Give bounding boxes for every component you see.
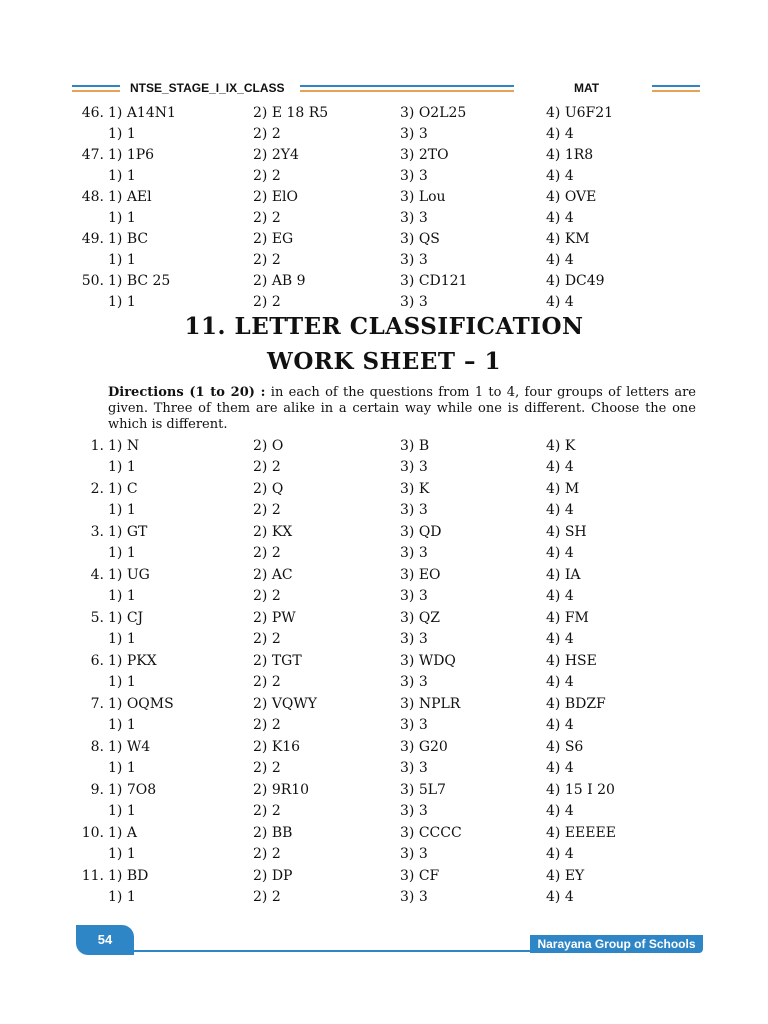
- answer-choice-4: 4) 4: [546, 889, 574, 905]
- answer-choice-3: 3) 3: [400, 588, 428, 604]
- answer-row: [70, 166, 710, 187]
- option-2: 2) E 18 R5: [253, 105, 329, 121]
- question-row: [70, 271, 710, 292]
- answer-choice-3: 3) 3: [400, 459, 428, 475]
- option-2: 2) KX: [253, 524, 293, 540]
- option-2: 2) Q: [253, 481, 284, 497]
- question-number: 4.: [90, 567, 104, 583]
- option-1: 1) BC 25: [108, 273, 171, 289]
- answer-choice-3: 3) 3: [400, 126, 428, 142]
- option-1: 1) W4: [108, 739, 151, 755]
- option-3: 3) QZ: [400, 610, 441, 626]
- answer-choice-3: 3) 3: [400, 168, 428, 184]
- question-number: 46.: [81, 105, 104, 121]
- question-row: [70, 823, 710, 844]
- option-2: 2) TGT: [253, 653, 302, 669]
- answer-row: [70, 292, 710, 313]
- option-3: 3) CF: [400, 868, 440, 884]
- answer-choice-3: 3) 3: [400, 803, 428, 819]
- question-number: 5.: [90, 610, 104, 626]
- option-2: 2) DP: [253, 868, 293, 884]
- answer-row: [70, 543, 710, 564]
- question-row: [70, 145, 710, 166]
- option-3: 3) CD121: [400, 273, 468, 289]
- option-2: 2) K16: [253, 739, 301, 755]
- answer-choice-4: 4) 4: [546, 760, 574, 776]
- option-4: 4) HSE: [546, 653, 597, 669]
- answer-choice-1: 1) 1: [108, 168, 136, 184]
- answer-choice-2: 2) 2: [253, 674, 281, 690]
- question-number: 9.: [90, 782, 104, 798]
- answer-choice-2: 2) 2: [253, 717, 281, 733]
- answer-choice-2: 2) 2: [253, 846, 281, 862]
- option-1: 1) A: [108, 825, 137, 841]
- question-number: 48.: [81, 189, 104, 205]
- question-row: [70, 780, 710, 801]
- answer-row: [70, 250, 710, 271]
- option-3: 3) G20: [400, 739, 448, 755]
- section-title: 11. LETTER CLASSIFICATION: [184, 313, 584, 340]
- option-1: 1) GT: [108, 524, 148, 540]
- question-number: 3.: [90, 524, 104, 540]
- answer-choice-3: 3) 3: [400, 210, 428, 226]
- answer-row: [70, 887, 710, 908]
- option-3: 3) EO: [400, 567, 441, 583]
- question-number: 2.: [90, 481, 104, 497]
- answer-row: [70, 124, 710, 145]
- option-1: 1) UG: [108, 567, 150, 583]
- answer-choice-1: 1) 1: [108, 502, 136, 518]
- answer-choice-3: 3) 3: [400, 674, 428, 690]
- answer-choice-2: 2) 2: [253, 889, 281, 905]
- answer-choice-1: 1) 1: [108, 210, 136, 226]
- option-2: 2) PW: [253, 610, 296, 626]
- question-row: [70, 229, 710, 250]
- answer-choice-2: 2) 2: [253, 168, 281, 184]
- answer-choice-1: 1) 1: [108, 252, 136, 268]
- answer-choice-2: 2) 2: [253, 210, 281, 226]
- question-row: [70, 479, 710, 500]
- answer-row: [70, 801, 710, 822]
- option-2: 2) 2Y4: [253, 147, 299, 163]
- answer-choice-1: 1) 1: [108, 717, 136, 733]
- answer-choice-4: 4) 4: [546, 168, 574, 184]
- option-3: 3) QS: [400, 231, 440, 247]
- option-3: 3) WDQ: [400, 653, 456, 669]
- option-4: 4) 15 I 20: [546, 782, 615, 798]
- option-4: 4) EY: [546, 868, 585, 884]
- header-rule-middle: [300, 85, 514, 93]
- answer-choice-2: 2) 2: [253, 502, 281, 518]
- answer-row: [70, 629, 710, 650]
- option-4: 4) K: [546, 438, 576, 454]
- option-4: 4) M: [546, 481, 580, 497]
- answer-choice-4: 4) 4: [546, 502, 574, 518]
- option-2: 2) 9R10: [253, 782, 310, 798]
- question-number: 49.: [81, 231, 104, 247]
- question-row: [70, 866, 710, 887]
- option-4: 4) DC49: [546, 273, 605, 289]
- question-row: [70, 187, 710, 208]
- option-1: 1) 7O8: [108, 782, 157, 798]
- answer-choice-4: 4) 4: [546, 803, 574, 819]
- option-2: 2) AC: [253, 567, 293, 583]
- answer-row: [70, 715, 710, 736]
- option-4: 4) SH: [546, 524, 587, 540]
- option-1: 1) CJ: [108, 610, 144, 626]
- page-number: 54: [76, 925, 134, 955]
- answer-row: [70, 500, 710, 521]
- option-3: 3) K: [400, 481, 430, 497]
- option-1: 1) BC: [108, 231, 149, 247]
- answer-choice-4: 4) 4: [546, 631, 574, 647]
- option-3: 3) NPLR: [400, 696, 461, 712]
- question-row: [70, 737, 710, 758]
- answer-row: [70, 672, 710, 693]
- answer-choice-1: 1) 1: [108, 846, 136, 862]
- option-3: 3) B: [400, 438, 430, 454]
- header-rule-left: [72, 85, 120, 93]
- answer-choice-4: 4) 4: [546, 674, 574, 690]
- answer-choice-3: 3) 3: [400, 545, 428, 561]
- option-3: 3) CCCC: [400, 825, 462, 841]
- option-4: 4) FM: [546, 610, 589, 626]
- option-4: 4) 1R8: [546, 147, 594, 163]
- question-row: [70, 103, 710, 124]
- question-row: [70, 608, 710, 629]
- answer-choice-1: 1) 1: [108, 588, 136, 604]
- answer-choice-2: 2) 2: [253, 294, 281, 310]
- answer-choice-4: 4) 4: [546, 210, 574, 226]
- answer-choice-2: 2) 2: [253, 588, 281, 604]
- answer-row: [70, 844, 710, 865]
- option-3: 3) Lou: [400, 189, 446, 205]
- answer-choice-1: 1) 1: [108, 294, 136, 310]
- answer-row: [70, 457, 710, 478]
- answer-choice-3: 3) 3: [400, 294, 428, 310]
- answer-row: [70, 758, 710, 779]
- question-number: 6.: [90, 653, 104, 669]
- option-1: 1) AEl: [108, 189, 152, 205]
- answer-choice-4: 4) 4: [546, 126, 574, 142]
- option-1: 1) N: [108, 438, 140, 454]
- school-name: Narayana Group of Schools: [530, 935, 703, 953]
- answer-choice-4: 4) 4: [546, 588, 574, 604]
- answer-row: [70, 586, 710, 607]
- answer-choice-1: 1) 1: [108, 760, 136, 776]
- option-4: 4) OVE: [546, 189, 597, 205]
- answer-choice-4: 4) 4: [546, 717, 574, 733]
- question-number: 7.: [90, 696, 104, 712]
- option-2: 2) EG: [253, 231, 294, 247]
- worksheet-title: WORK SHEET – 1: [266, 348, 501, 375]
- question-number: 1.: [90, 438, 104, 454]
- header-left-title: NTSE_STAGE_I_IX_CLASS: [130, 81, 285, 95]
- answer-choice-1: 1) 1: [108, 545, 136, 561]
- option-2: 2) AB 9: [253, 273, 306, 289]
- answer-choice-3: 3) 3: [400, 252, 428, 268]
- answer-choice-3: 3) 3: [400, 846, 428, 862]
- answer-choice-2: 2) 2: [253, 631, 281, 647]
- option-3: 3) O2L25: [400, 105, 467, 121]
- answer-choice-4: 4) 4: [546, 846, 574, 862]
- answer-choice-4: 4) 4: [546, 252, 574, 268]
- question-row: [70, 436, 710, 457]
- page-header: [72, 81, 700, 99]
- answer-choice-2: 2) 2: [253, 803, 281, 819]
- answer-choice-3: 3) 3: [400, 631, 428, 647]
- answer-choice-1: 1) 1: [108, 889, 136, 905]
- option-3: 3) 2TO: [400, 147, 449, 163]
- answer-choice-2: 2) 2: [253, 126, 281, 142]
- answer-choice-3: 3) 3: [400, 717, 428, 733]
- answer-choice-4: 4) 4: [546, 294, 574, 310]
- option-4: 4) EEEEE: [546, 825, 616, 841]
- answer-choice-4: 4) 4: [546, 545, 574, 561]
- answer-choice-1: 1) 1: [108, 674, 136, 690]
- question-number: 8.: [90, 739, 104, 755]
- option-1: 1) BD: [108, 868, 149, 884]
- question-number: 47.: [81, 147, 104, 163]
- option-2: 2) ElO: [253, 189, 298, 205]
- question-row: [70, 565, 710, 586]
- option-4: 4) BDZF: [546, 696, 606, 712]
- header-subject: MAT: [574, 81, 600, 95]
- option-1: 1) C: [108, 481, 138, 497]
- option-4: 4) IA: [546, 567, 581, 583]
- option-2: 2) O: [253, 438, 284, 454]
- answer-choice-3: 3) 3: [400, 760, 428, 776]
- answer-row: [70, 208, 710, 229]
- option-2: 2) BB: [253, 825, 293, 841]
- option-1: 1) 1P6: [108, 147, 155, 163]
- option-2: 2) VQWY: [253, 696, 318, 712]
- option-4: 4) U6F21: [546, 105, 614, 121]
- answer-choice-1: 1) 1: [108, 126, 136, 142]
- question-row: [70, 651, 710, 672]
- question-row: [70, 694, 710, 715]
- option-3: 3) 5L7: [400, 782, 446, 798]
- answer-choice-4: 4) 4: [546, 459, 574, 475]
- answer-choice-3: 3) 3: [400, 889, 428, 905]
- answer-choice-1: 1) 1: [108, 631, 136, 647]
- question-number: 50.: [81, 273, 104, 289]
- directions-paragraph: [108, 385, 696, 433]
- answer-choice-2: 2) 2: [253, 459, 281, 475]
- option-4: 4) KM: [546, 231, 590, 247]
- answer-choice-2: 2) 2: [253, 545, 281, 561]
- question-number: 10.: [81, 825, 104, 841]
- option-1: 1) PKX: [108, 653, 157, 669]
- option-4: 4) S6: [546, 739, 584, 755]
- option-1: 1) OQMS: [108, 696, 174, 712]
- directions-label: Directions (1 to 20) :: [108, 385, 266, 400]
- answer-choice-2: 2) 2: [253, 252, 281, 268]
- answer-choice-1: 1) 1: [108, 459, 136, 475]
- answer-choice-3: 3) 3: [400, 502, 428, 518]
- question-row: [70, 522, 710, 543]
- directions-text: in each of the questions from 1 to 4, four groups of letters are given. Three of them are alike in a certain way while one is different. Choose the one which is different.: [108, 385, 696, 432]
- option-3: 3) QD: [400, 524, 442, 540]
- answer-choice-2: 2) 2: [253, 760, 281, 776]
- header-rule-right: [652, 85, 700, 93]
- question-number: 11.: [81, 868, 104, 884]
- option-1: 1) A14N1: [108, 105, 176, 121]
- answer-choice-1: 1) 1: [108, 803, 136, 819]
